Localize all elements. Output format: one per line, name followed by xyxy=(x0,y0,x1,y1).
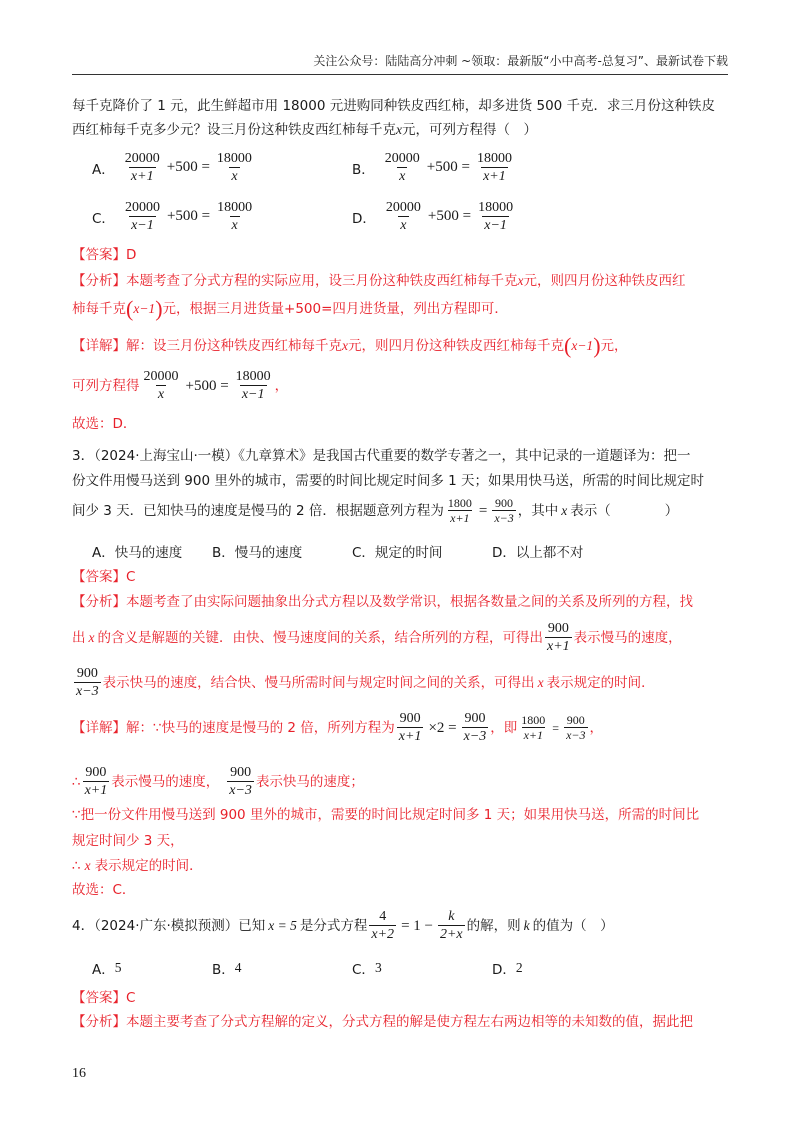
q4-analysis-line1: 【分析】本题主要考查了分式方程解的定义，分式方程的解是使方程左右两边相等的未知数的值，据此把 xyxy=(72,1014,693,1030)
q3-option-d[interactable]: D．以上都不对 xyxy=(492,545,584,561)
q2-analysis-line1: 【分析】本题考查了分式方程的实际应用，设三月份这种铁皮西红柿每千克x元，则四月份这种铁皮西红 xyxy=(72,273,686,289)
q2-detail-line2: 可列方程得 $\frac{20000}{x}$ +500 = $\frac{18000}{x-1}$ ， xyxy=(72,369,289,402)
q3-analysis-line2: 出 x 的含义是解题的关键．由快、慢马速度间的关系，结合所列的方程，可得出 $\frac{900}{x+1}$ 表示慢马的速度， xyxy=(72,621,682,654)
q3-option-a[interactable]: A．快马的速度 xyxy=(92,545,183,561)
q4-option-c[interactable]: C． 3 xyxy=(352,960,382,978)
q2-detail-line1: 【详解】解：设三月份这种铁皮西红柿每千克x元，则四月份这种铁皮西红柿每千克(x−1)元， xyxy=(72,333,628,358)
q2-option-d[interactable]: D． $\frac{20000}{x}$ +500 = $\frac{18000}{x-1}$ xyxy=(352,200,514,233)
q4-answer: 【答案】C xyxy=(72,990,136,1006)
q3-option-b[interactable]: B．慢马的速度 xyxy=(212,545,303,561)
q3-detail-line3: ∵把一份文件用慢马送到 900 里外的城市，需要的时间比规定时间多 1 天；如果用快马送，所需的时间比 xyxy=(72,807,700,823)
q3-analysis-line1: 【分析】本题考查了由实际问题抽象出分式方程以及数学常识，根据各数量之间的关系及所列的方程，找 xyxy=(72,594,693,610)
q2-option-b[interactable]: B． $\frac{20000}{x}$ +500 = $\frac{18000}{x+1}$ xyxy=(352,151,512,184)
q3-answer: 【答案】C xyxy=(72,569,136,585)
q3-detail-line5: ∴ x 表示规定的时间． xyxy=(72,858,203,874)
q3-detail-line1: 【详解】解：∵快马的速度是慢马的 2 倍，所列方程为 $\frac{900}{x+1}$ ×2 = $\frac{900}{x-3}$ ，即 $\frac{1800}{x+1}$ = $\frac{900}{x-3}$ ， xyxy=(72,711,603,744)
q3-detail-line4: 规定时间少 3 天， xyxy=(72,833,184,849)
q2-option-a[interactable]: A． $\frac{20000}{x+1}$ +500 = $\frac{18000}{x}$ xyxy=(92,151,252,184)
q3-stem-line3: 间少 3 天．已知快马的速度是慢马的 2 倍．根据题意列方程为 $\frac{1800}{x+1}$ = $\frac{900}{x-3}$ ，其中 x 表示（ ） xyxy=(72,496,679,525)
q3-detail-line2: ∴ $\frac{900}{x+1}$ 表示慢马的速度， $\frac{900}{x-3}$ 表示快马的速度； xyxy=(72,765,364,798)
q3-choose: 故选：C． xyxy=(72,882,136,898)
header-divider xyxy=(72,74,728,75)
q4-stem: 4．（2024·广东·模拟预测）已知 x = 5 是分式方程 $\frac{4}{x+2}$ = 1 − $\frac{k}{2+x}$ 的解，则 k 的值为（ ） xyxy=(72,909,614,942)
q2-stem-line1: 每千克降价了 1 元，此生鲜超市用 18000 元进购同种铁皮西红柿，却多进货 500 千克．求三月份这种铁皮 xyxy=(72,98,716,114)
q2-choose: 故选：D． xyxy=(72,416,137,432)
q2-stem-line2: 西红柿每千克多少元？设三月份这种铁皮西红柿每千克x元，可列方程得（ ） xyxy=(72,122,537,138)
page-number: 16 xyxy=(72,1066,86,1081)
q2-answer: 【答案】D xyxy=(72,247,137,263)
q2-analysis-line2: 柿每千克(x−1)元，根据三月进货量+500=四月进货量，列出方程即可． xyxy=(72,296,508,321)
q2-option-c[interactable]: C． $\frac{20000}{x-1}$ +500 = $\frac{18000}{x}$ xyxy=(92,200,253,233)
q3-option-c[interactable]: C．规定的时间 xyxy=(352,545,443,561)
q3-analysis-line3: $\frac{900}{x-3}$ 表示快马的速度，结合快、慢马所需时间与规定时间之间的关系，可得出 x 表示规定的时间． xyxy=(76,666,655,699)
q4-option-a[interactable]: A． 5 xyxy=(92,960,122,978)
page-header: 关注公众号：陆陆高分冲刺 ~领取：最新版“小中高考-总复习”、最新试卷下载 xyxy=(313,54,728,68)
q3-stem-line1: 3．（2024·上海宝山·一模）《九章算术》是我国古代重要的数学专著之一，其中记录的一道题译为：把一 xyxy=(72,448,691,464)
q3-stem-line2: 份文件用慢马送到 900 里外的城市，需要的时间比规定时间多 1 天；如果用快马送，所需的时间比规定时 xyxy=(72,473,705,489)
q4-option-d[interactable]: D． 2 xyxy=(492,960,523,978)
q4-option-b[interactable]: B． 4 xyxy=(212,960,242,978)
